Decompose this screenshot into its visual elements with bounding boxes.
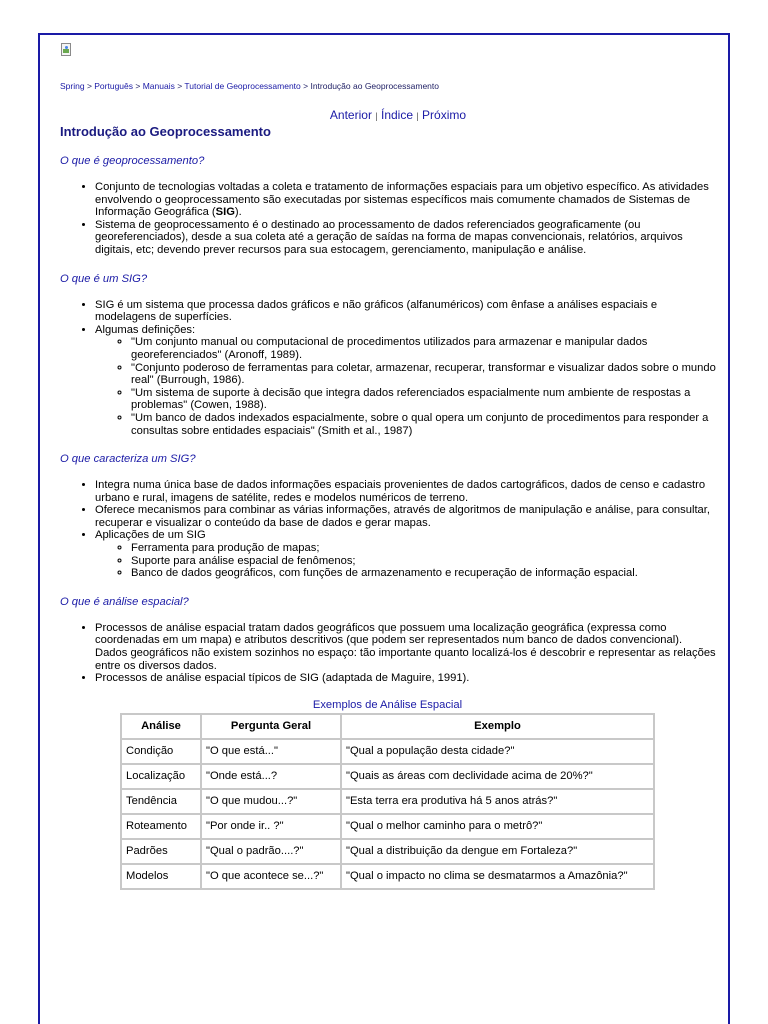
table-cell: "O que acontece se...?" — [201, 864, 341, 889]
table-cell: "Qual o melhor caminho para o metrô?" — [341, 814, 654, 839]
breadcrumb-current: Introdução ao Geoprocessamento — [310, 81, 439, 91]
table-cell: "O que mudou...?" — [201, 789, 341, 814]
page-navigation — [60, 108, 716, 122]
bullet-list — [60, 181, 716, 257]
table-cell: "Qual o impacto no clima se desmatarmos a Amazônia?" — [341, 864, 654, 889]
breadcrumb: Spring > Português > Manuais > Tutorial de Geoprocessamento > Introdução ao Geoprocessamento — [60, 81, 439, 91]
sub-list — [95, 336, 716, 437]
sub-list-item: ◦ "Um sistema de suporte à decisão que integra dados referenciados espacialmente num ambiente de respostas a problemas" (Cowen, 1988). — [131, 387, 716, 412]
breadcrumb-link-portugues[interactable]: Português — [94, 81, 134, 91]
list-item: • Oferece mecanismos para combinar as várias informações, através de algoritmos de manipulação e análise, para consultar, recuperar e visualizar o conteúdo da base de dados e gerar mapas. — [95, 504, 716, 529]
list-item: • Processos de análise espacial típicos de SIG (adaptada de Maguire, 1991). — [95, 672, 716, 685]
index-link[interactable]: Índice — [380, 108, 414, 122]
table-cell: "Por onde ir.. ?" — [201, 814, 341, 839]
table-cell: Localização — [121, 764, 201, 789]
table-cell: "O que está..." — [201, 739, 341, 764]
bullet-list — [60, 479, 716, 580]
page-title: Introdução ao Geoprocessamento — [60, 124, 271, 139]
breadcrumb-link-spring[interactable]: Spring — [60, 81, 85, 91]
table-row — [121, 839, 654, 864]
table-cell: Condição — [121, 739, 201, 764]
table-row — [121, 864, 654, 889]
table-cell: "Qual a distribuição da dengue em Fortaleza?" — [341, 839, 654, 864]
broken-image-icon — [60, 43, 74, 57]
sub-list-item: ◦ "Conjunto poderoso de ferramentas para coletar, armazenar, recuperar, transformar e visualizar dados sobre o mundo real" (Burrough, 1986). — [131, 362, 716, 387]
prev-link[interactable]: Anterior — [329, 108, 372, 122]
breadcrumb-link-manuais[interactable]: Manuais — [142, 81, 175, 91]
table-header-row — [121, 714, 654, 739]
table-cell: Modelos — [121, 864, 201, 889]
list-item: • Sistema de geoprocessamento é o destinado ao processamento de dados referenciados geograficamente (ou georeferenciados), desde a sua coleta até a geração de saídas na forma de mapas convencionais, relatórios, arquivos digitais, etc; devendo prever recursos para sua estocagem, gerenciamento, manipulação e análise. — [95, 219, 716, 257]
section-heading: O que é análise espacial? — [60, 595, 189, 608]
analysis-table-wrapper — [120, 699, 655, 890]
table-header-cell: Pergunta Geral — [201, 714, 341, 739]
nav-separator: | — [416, 111, 419, 121]
list-item: • Processos de análise espacial tratam dados geográficos que possuem uma localização geográfica (expressa como coordenadas em um mapa) e atributos descritivos (que podem ser representados num banco de dados convencional). Dados geográficos não existem sozinhos no espaço: tão importante quanto localizá-los é descobrir e representar as relações entre os diversos dados. — [95, 622, 716, 672]
table-cell: "Qual o padrão....?" — [201, 839, 341, 864]
table-header-cell: Exemplo — [341, 714, 654, 739]
list-item: • Integra numa única base de dados informações espaciais provenientes de dados cartográficos, dados de censo e cadastro urbano e rural, imagens de satélite, redes e modelos numéricos de terreno. — [95, 479, 716, 504]
table-cell: Tendência — [121, 789, 201, 814]
table-header-cell: Análise — [121, 714, 201, 739]
sub-list-item: ◦ Ferramenta para produção de mapas; — [131, 542, 716, 555]
table-caption: Exemplos de Análise Espacial — [312, 698, 463, 711]
nav-separator: | — [375, 111, 378, 121]
list-item: • Algumas definições: ◦ "Um conjunto manual ou computacional de procedimentos utilizados para armazenar e manipular dados georeferenciados" (Aronoff, 1989). ◦ "Conjunto poderoso de ferramentas para coletar, armazenar, recuperar, transformar e visualizar dados sobre o mundo real" (Burrough, 1986). ◦ "Um sistema de suporte à decisão que integra dados referenciados espacialmente num ambiente de respostas a problemas" (Cowen, 1988). ◦ "Um banco de dados indexados espacialmente, sobre o qual opera um conjunto de procedimentos para responder a consultas sobre entidades espaciais" (Smith et al., 1987) — [95, 324, 716, 437]
sub-list — [95, 542, 716, 580]
table-cell: "Esta terra era produtiva há 5 anos atrás?" — [341, 789, 654, 814]
sub-list-item: ◦ "Um banco de dados indexados espacialmente, sobre o qual opera um conjunto de procedimentos para responder a consultas sobre entidades espaciais" (Smith et al., 1987) — [131, 412, 716, 437]
bullet-list — [60, 299, 716, 438]
page-content — [60, 43, 716, 890]
section-heading: O que caracteriza um SIG? — [60, 453, 196, 466]
analysis-table — [120, 713, 655, 890]
sub-list-item: ◦ "Um conjunto manual ou computacional de procedimentos utilizados para armazenar e manipular dados georeferenciados" (Aronoff, 1989). — [131, 336, 716, 361]
table-cell: "Qual a população desta cidade?" — [341, 739, 654, 764]
table-row — [121, 739, 654, 764]
list-item: • Aplicações de um SIG ◦ Ferramenta para produção de mapas; ◦ Suporte para análise espacial de fenômenos; ◦ Banco de dados geográficos, com funções de armazenamento e recuperação de informação espacial. — [95, 529, 716, 579]
section-heading: O que é geoprocessamento? — [60, 155, 205, 167]
breadcrumb-link-tutorial[interactable]: Tutorial de Geoprocessamento — [184, 81, 301, 91]
table-cell: "Onde está...? — [201, 764, 341, 789]
sub-list-item: ◦ Suporte para análise espacial de fenômenos; — [131, 555, 716, 568]
table-row — [121, 789, 654, 814]
table-cell: Roteamento — [121, 814, 201, 839]
sub-list-item: ◦ Banco de dados geográficos, com funções de armazenamento e recuperação de informação espacial. — [131, 567, 716, 580]
page-frame — [38, 33, 730, 1024]
table-row — [121, 814, 654, 839]
bullet-list — [60, 622, 716, 685]
section-heading: O que é um SIG? — [60, 272, 148, 285]
table-cell: "Quais as áreas com declividade acima de 20%?" — [341, 764, 654, 789]
list-item: • Conjunto de tecnologias voltadas a coleta e tratamento de informações espaciais para um objetivo específico. As atividades envolvendo o geoprocessamento são executadas por sistemas específicos mais comumente chamados de Sistemas de Informação Geográfica (SIG). — [95, 181, 716, 219]
next-link[interactable]: Próximo — [422, 108, 467, 122]
table-row — [121, 764, 654, 789]
list-item: • SIG é um sistema que processa dados gráficos e não gráficos (alfanuméricos) com ênfase a análises espaciais e modelagens de superfícies. — [95, 299, 716, 324]
table-cell: Padrões — [121, 839, 201, 864]
